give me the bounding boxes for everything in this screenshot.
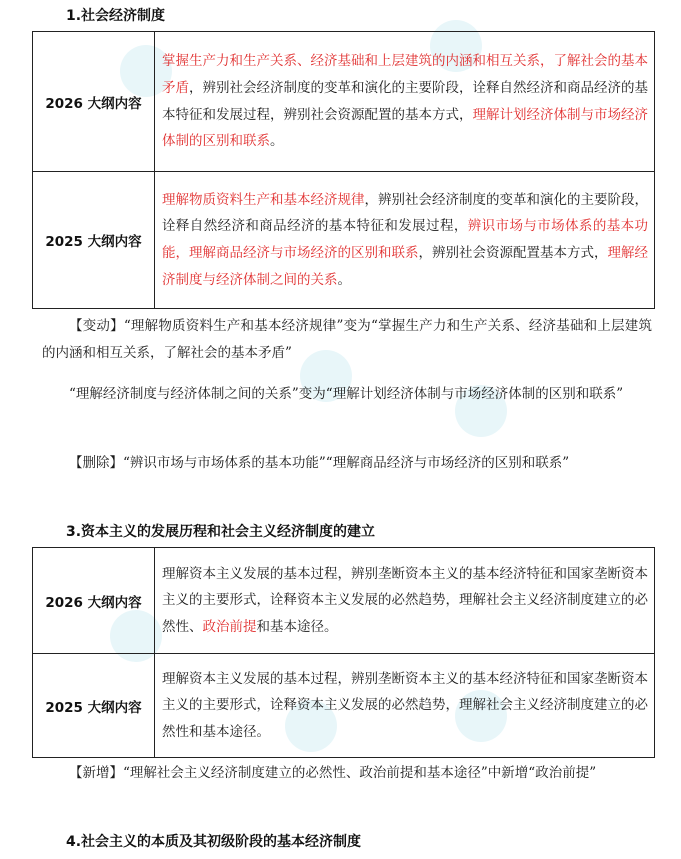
text-segment: 辨识市场与市场体系的基本功能，理解商品经济与市场经济的区别和联系 <box>162 218 649 261</box>
change-note: “理解经济制度与经济体制之间的关系”变为“理解计划经济体制与市场经济体制的区别和联系” <box>69 386 624 402</box>
text-segment: 掌握生产力和生产关系、经济基础和上层建筑的内涵和相互关系，了解社会的基本矛盾 <box>162 53 648 96</box>
section-3-table <box>32 547 655 758</box>
row-content <box>155 548 655 654</box>
text-segment: 理解经济制度与经济体制之间的关系 <box>162 245 648 288</box>
row-content <box>155 654 655 758</box>
change-note: 【变动】“理解物质资料生产和基本经济规律”变为“掌握生产力和生产关系、经济基础和上层建筑的内涵和相互关系，了解社会的基本矛盾” <box>42 318 652 361</box>
section-1-title: 1.社会经济制度 <box>66 8 166 24</box>
text-segment: 和基本途径。 <box>256 618 338 635</box>
text-segment: 。 <box>270 133 284 150</box>
text-segment: 理解计划经济体制与市场经济体制的区别和联系 <box>162 106 648 150</box>
table-row <box>33 32 655 172</box>
table-row <box>33 654 655 758</box>
section-1-table <box>32 31 655 309</box>
section-3-title: 3.资本主义的发展历程和社会主义经济制度的建立 <box>66 524 376 540</box>
row-content <box>155 172 655 309</box>
text-segment: ，辨别社会经济制度的变革和演化的主要阶段，诠释自然经济和商品经济的基本特征和发展过程，辨别社会资源配置的基本方式， <box>162 79 648 123</box>
row-label: 2025 大纲内容 <box>33 172 155 309</box>
table-row <box>33 172 655 309</box>
text-segment: 理解资本主义发展的基本过程，辨别垄断资本主义的基本经济特征和国家垄断资本主义的主要形式，诠释资本主义发展的必然趋势，理解社会主义经济制度建立的必然性和基本途径。 <box>162 670 648 740</box>
text-segment: ，辨别社会经济制度的变革和演化的主要阶段，诠释自然经济和商品经济的基本特征和发展过程， <box>162 191 648 235</box>
row-label: 2025 大纲内容 <box>33 654 155 758</box>
text-segment: 理解物质资料生产和基本经济规律 <box>162 191 365 208</box>
delete-note: 【删除】“辨识市场与市场体系的基本功能”“理解商品经济与市场经济的区别和联系” <box>69 455 570 471</box>
addition-note: 【新增】“理解社会主义经济制度建立的必然性、政治前提和基本途径”中新增“政治前提” <box>69 765 597 781</box>
text-segment: 政治前提 <box>202 618 257 635</box>
text-segment: 。 <box>337 271 351 288</box>
text-segment: 理解资本主义发展的基本过程，辨别垄断资本主义的基本经济特征和国家垄断资本主义的主要形式，诠释资本主义发展的必然趋势，理解社会主义经济制度建立的必然性、 <box>162 565 648 635</box>
row-label: 2026 大纲内容 <box>33 548 155 654</box>
table-row <box>33 548 655 654</box>
text-segment: ，辨别社会资源配置基本方式， <box>418 245 608 261</box>
section-4-title: 4.社会主义的本质及其初级阶段的基本经济制度 <box>66 834 362 850</box>
row-label: 2026 大纲内容 <box>33 32 155 172</box>
row-content <box>155 32 655 172</box>
